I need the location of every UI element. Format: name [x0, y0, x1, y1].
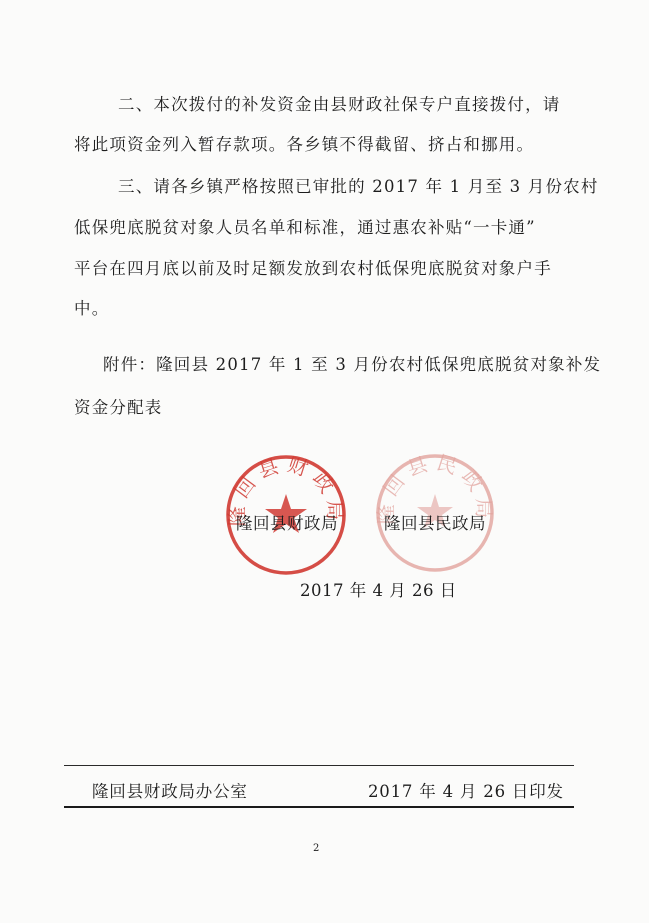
signature-date: 2017 年 4 月 26 日: [300, 581, 457, 600]
paragraph-2-line-2: 将此项资金列入暂存款项。各乡镇不得截留、挤占和挪用。: [74, 135, 535, 154]
civil-seal-text: 隆回县民政局: [373, 450, 497, 525]
paragraph-2-line-1: 二、本次拨付的补发资金由县财政社保专户直接拨付，请: [118, 95, 561, 114]
attachment-line-2: 资金分配表: [74, 398, 163, 417]
footer-bottom-rule: [64, 806, 574, 808]
footer-top-rule: [64, 765, 574, 766]
paragraph-3-line-2: 低保兜底脱贫对象人员名单和标准，通过惠农补贴“一卡通”: [74, 218, 536, 237]
footer-issue-date: 2017 年 4 月 26 日印发: [368, 782, 564, 801]
paragraph-3-line-4: 中。: [74, 299, 110, 318]
paragraph-3-line-1: 三、请各乡镇严格按照已审批的 2017 年 1 月至 3 月份农村: [118, 177, 599, 196]
page-number: 2: [313, 843, 320, 854]
finance-seal-text: 隆回县财政局: [224, 452, 348, 527]
attachment-line-1: 附件：隆回县 2017 年 1 至 3 月份农村低保兜底脱贫对象补发: [103, 355, 602, 374]
paragraph-3-line-3: 平台在四月底以前及时足额发放到农村低保兜底脱贫对象户手: [74, 259, 552, 278]
footer-office: 隆回县财政局办公室: [92, 782, 248, 801]
signature-finance-bureau: 隆回县财政局: [236, 514, 338, 533]
signature-civil-affairs-bureau: 隆回县民政局: [384, 514, 486, 533]
